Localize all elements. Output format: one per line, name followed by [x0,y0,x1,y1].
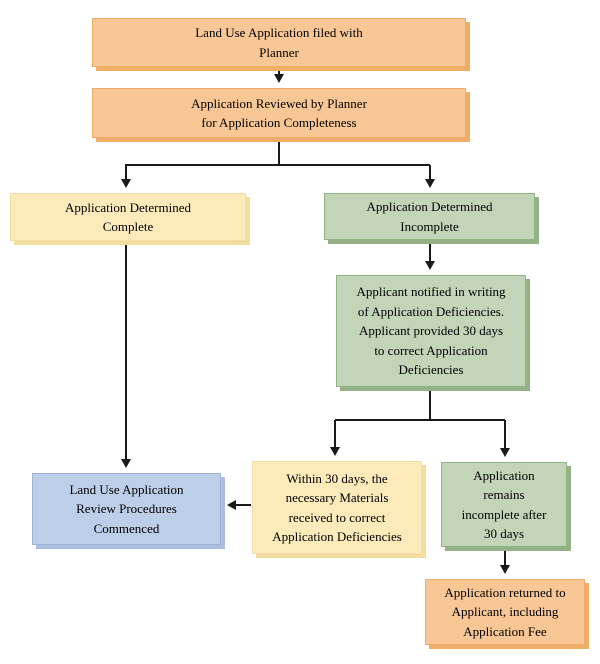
node-label-line: Application Fee [463,623,547,639]
node-label-line: Planner [259,44,299,60]
node-label-line: for Application Completeness [201,115,357,130]
node-applicant-notified [336,275,526,387]
node-application-reviewed [92,88,466,138]
node-label-line: Application Reviewed by Planner [191,95,367,111]
node-label-line: Deficiencies [398,362,464,378]
node-label-line: Applicant provided 30 days [358,323,504,339]
node-label-line: received to correct [288,509,386,525]
node-label-line: Applicant notified in writing [356,284,506,300]
node-label-line: necessary Materials [285,490,389,505]
node-label-line: Application returned to [444,584,566,600]
node-determined-complete [10,193,246,241]
node-label-line: Application Determined [366,199,493,214]
node-determined-incomplete [324,193,535,240]
node-application-filed [92,18,466,67]
node-label-line: of Application Deficiencies. [357,303,505,319]
node-label-line: Land Use Application [69,481,184,497]
node-label-line: 30 days [483,526,525,541]
node-label-line: Land Use Application filed with [195,25,363,40]
node-label-line: remains [483,487,525,502]
node-label-line: Application Determined [65,199,191,215]
node-review-commenced [32,473,221,545]
node-remains-incomplete [441,462,567,547]
node-label-line: to correct Application [374,342,488,358]
node-label-line: Application [473,467,535,483]
branch-notified [335,388,505,420]
node-label-line: Within 30 days, the [286,470,388,486]
node-label-line: Applicant, including [451,604,559,620]
node-label-line: incomplete after [461,506,547,522]
node-materials-received [252,461,422,554]
node-label-line: Incomplete [400,218,459,234]
branch-reviewed [125,139,430,165]
node-label-line: Application Deficiencies [272,529,402,544]
node-label-line: Complete [102,219,154,234]
node-application-returned [425,579,585,645]
node-label-line: Review Procedures [76,501,177,517]
node-label-line: Commenced [93,520,160,536]
